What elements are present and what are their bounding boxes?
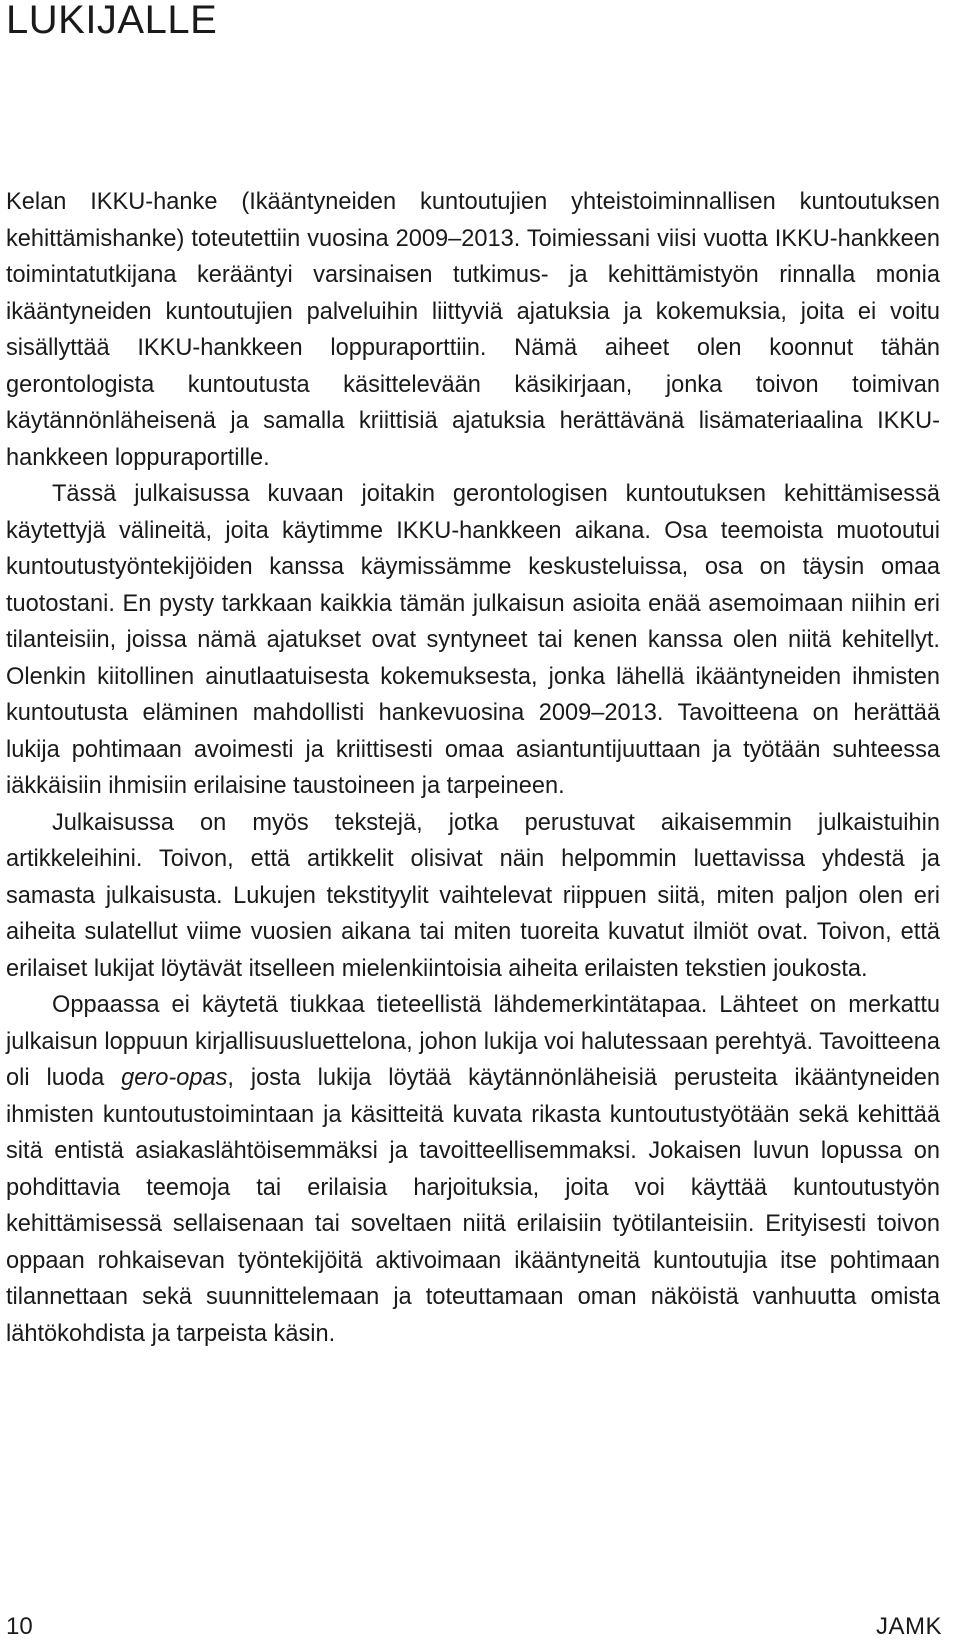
paragraph-ikku-project: Kelan IKKU-hanke (Ikääntyneiden kuntoutujien yhteistoiminnallisen kuntoutuksen kehittämishanke) toteutettiin vuosina 2009–2013. Toimiessani viisi vuotta IKKU-hankkeen toimintatutkijana kerääntyi varsinaisen tutkimus- ja kehittämistyön rinnalla monia ikääntyneiden kuntoutujien palveluihin liittyviä ajatuksia ja kokemuksia, joita ei voitu sisällyttää IKKU-hankkeen loppuraporttiin. Nämä aiheet olen koonnut tähän gerontologista kuntoutusta käsittelevään käsikirjaan, jonka toivon toimivan käytännönläheisenä ja samalla kriittisiä ajatuksia herättävänä lisämateriaalina IKKU-hankkeen loppuraportille. (6, 189, 940, 471)
paragraph-earlier-articles: Julkaisussa on myös tekstejä, jotka perustuvat aikaisemmin julkaistuihin artikkeleihini. Toivon, että artikkelit olisivat näin helpommin luettavissa yhdestä ja samasta julkaisusta. Lukujen tekstityylit vaihtelevat riippuen siitä, miten paljon olen eri aiheita sulatellut viime vuosien aikana tai miten tuoreita kuvatut ilmiöt ovat. Toivon, että erilaiset lukijat löytävät itselleen mielenkiintoisia aiheita erilaisten tekstien joukosta. (6, 809, 940, 982)
paragraph-guide-text-after: , josta lukija löytää käytännönläheisiä perusteita ikääntyneiden ihmisten kuntoutustoimintaan ja käsitteitä kuvata rikasta kuntoutustyötään sekä kehittää sitä entistä asiakaslähtöisemmäksi ja tavoitteellisemmaksi. Jokaisen luvun lopussa on pohdittavia teemoja tai erilaisia harjoituksia, joita voi käyttää kuntoutustyön kehittämisessä sellaisenaan tai soveltaen niitä erilaisiin työtilanteisiin. Erityisesti toivon oppaan rohkaisevan työntekijöitä aktivoimaan ikääntyneitä kuntoutujia itse pohtimaan tilannettaan sekä suunnittelemaan ja toteuttamaan oman näköistä vanhuutta omista lähtökohdista ja tarpeista käsin. (6, 1065, 940, 1347)
paragraph-guide-text-before: Oppaassa ei käytetä tiukkaa tieteellistä lähdemerkintätapaa. Lähteet on merkattu julkaisun loppuun kirjallisuusluettelona, johon lukija voi halutessaan perehtyä. Tavoitteena oli luoda (6, 992, 940, 1091)
paragraph-guide-purpose (6, 987, 940, 1352)
body-text (6, 184, 940, 1352)
page-number: 10 (6, 1613, 33, 1640)
publisher-name: JAMK (875, 1613, 942, 1640)
gero-opas-emphasis: gero-opas (121, 1065, 228, 1091)
page-title: LUKIJALLE (6, 0, 218, 42)
paragraph-tools-description: Tässä julkaisussa kuvaan joitakin gerontologisen kuntoutuksen kehittämisessä käytettyjä välineitä, joita käytimme IKKU-hankkeen aikana. Osa teemoista muotoutui kuntoutustyöntekijöiden kanssa käymissämme keskusteluissa, osa on täysin omaa tuotostani. En pysty tarkkaan kaikkia tämän julkaisun asioita enää asemoimaan niihin eri tilanteisiin, joissa nämä ajatukset ovat syntyneet tai kenen kanssa olen niitä kehitellyt. Olenkin kiitollinen ainutlaatuisesta kokemuksesta, jonka lähellä ikääntyneiden ihmisten kuntoutusta eläminen mahdollisti hankevuosina 2009–2013. Tavoitteena on herättää lukija pohtimaan avoimesti ja kriittisesti omaa asiantuntijuuttaan ja työtään suhteessa iäkkäisiin ihmisiin erilaisine taustoineen ja tarpeineen. (6, 481, 940, 799)
